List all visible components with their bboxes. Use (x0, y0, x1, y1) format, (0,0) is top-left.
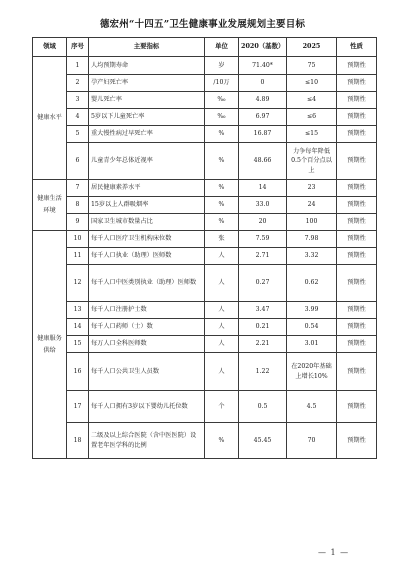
indicator-cell: 国家卫生城市数量占比 (89, 214, 205, 231)
indicator-cell: 15岁以上人群吸烟率 (89, 197, 205, 214)
target-2025-cell: 70 (287, 423, 337, 459)
base-2020-cell: 2.21 (239, 336, 287, 353)
header-no: 序号 (67, 38, 89, 57)
row-number-cell: 6 (67, 143, 89, 180)
unit-cell: % (205, 126, 239, 143)
nature-cell: 预期性 (337, 214, 377, 231)
base-2020-cell: 0.27 (239, 265, 287, 302)
unit-cell: 人 (205, 336, 239, 353)
nature-cell: 预期性 (337, 231, 377, 248)
base-2020-cell: 48.66 (239, 143, 287, 180)
header-unit: 单位 (205, 38, 239, 57)
header-indicator: 主要指标 (89, 38, 205, 57)
unit-cell: % (205, 143, 239, 180)
base-2020-cell: 2.71 (239, 248, 287, 265)
base-2020-cell: 3.47 (239, 302, 287, 319)
row-number-cell: 8 (67, 197, 89, 214)
target-2025-cell: 100 (287, 214, 337, 231)
nature-cell: 预期性 (337, 109, 377, 126)
target-2025-cell: 7.98 (287, 231, 337, 248)
indicator-cell: 每千人口公共卫生人员数 (89, 353, 205, 391)
unit-cell: 人 (205, 248, 239, 265)
unit-cell: 岁 (205, 57, 239, 75)
unit-cell: /10万 (205, 75, 239, 92)
nature-cell: 预期性 (337, 319, 377, 336)
row-number-cell: 16 (67, 353, 89, 391)
nature-cell: 预期性 (337, 92, 377, 109)
table-row (33, 319, 377, 336)
indicator-cell: 人均预期寿命 (89, 57, 205, 75)
base-2020-cell: 0 (239, 75, 287, 92)
row-number-cell: 4 (67, 109, 89, 126)
nature-cell: 预期性 (337, 143, 377, 180)
indicator-cell: 重大慢性病过早死亡率 (89, 126, 205, 143)
unit-cell: ‰ (205, 109, 239, 126)
indicator-cell: 每万人口全科医师数 (89, 336, 205, 353)
base-2020-cell: 33.0 (239, 197, 287, 214)
table-row (33, 231, 377, 248)
row-number-cell: 15 (67, 336, 89, 353)
unit-cell: 张 (205, 231, 239, 248)
table-row (33, 126, 377, 143)
nature-cell: 预期性 (337, 197, 377, 214)
unit-cell: 个 (205, 391, 239, 423)
indicator-cell: 每千人口医疗卫生机构床位数 (89, 231, 205, 248)
table-row (33, 391, 377, 423)
target-2025-cell: ≤10 (287, 75, 337, 92)
base-2020-cell: 16.87 (239, 126, 287, 143)
row-number-cell: 7 (67, 180, 89, 197)
unit-cell: % (205, 214, 239, 231)
table-row (33, 423, 377, 459)
row-number-cell: 9 (67, 214, 89, 231)
indicator-cell: 婴儿死亡率 (89, 92, 205, 109)
base-2020-cell: 71.40* (239, 57, 287, 75)
unit-cell: % (205, 180, 239, 197)
target-2025-cell: ≤4 (287, 92, 337, 109)
domain-cell: 健康水平 (33, 57, 67, 180)
document-title: 德宏州“十四五”卫生健康事业发展规划主要目标 (99, 19, 306, 30)
row-number-cell: 1 (67, 57, 89, 75)
domain-cell: 健康生活环境 (33, 180, 67, 231)
target-2025-cell: 24 (287, 197, 337, 214)
target-2025-cell: 0.54 (287, 319, 337, 336)
indicator-cell: 每千人口执业（助理）医师数 (89, 248, 205, 265)
base-2020-cell: 1.22 (239, 353, 287, 391)
indicator-cell: 二级及以上综合医院（含中医医院）设置老年医学科的比例 (89, 423, 205, 459)
row-number-cell: 11 (67, 248, 89, 265)
indicator-cell: 每千人口中医类别执业（助理）医师数 (89, 265, 205, 302)
row-number-cell: 12 (67, 265, 89, 302)
base-2020-cell: 20 (239, 214, 287, 231)
row-number-cell: 13 (67, 302, 89, 319)
target-2025-cell: ≤6 (287, 109, 337, 126)
table-row (33, 248, 377, 265)
base-2020-cell: 14 (239, 180, 287, 197)
base-2020-cell: 7.59 (239, 231, 287, 248)
target-2025-cell: 3.01 (287, 336, 337, 353)
target-2025-cell: 力争每年降低0.5个百分点以上 (287, 143, 337, 180)
base-2020-cell: 4.89 (239, 92, 287, 109)
indicator-cell: 每千人口药师（士）数 (89, 319, 205, 336)
row-number-cell: 14 (67, 319, 89, 336)
target-2025-cell: 75 (287, 57, 337, 75)
target-2025-cell: 3.99 (287, 302, 337, 319)
table-row (33, 57, 377, 75)
row-number-cell: 10 (67, 231, 89, 248)
unit-cell: 人 (205, 265, 239, 302)
header-base-2020: 2020（基数） (239, 38, 287, 57)
table-body (33, 57, 377, 459)
indicator-cell: 孕产妇死亡率 (89, 75, 205, 92)
table-row (33, 302, 377, 319)
header-nature: 性质 (337, 38, 377, 57)
row-number-cell: 17 (67, 391, 89, 423)
nature-cell: 预期性 (337, 391, 377, 423)
base-2020-cell: 45.45 (239, 423, 287, 459)
indicator-cell: 儿童青少年总体近视率 (89, 143, 205, 180)
table-row (33, 214, 377, 231)
row-number-cell: 3 (67, 92, 89, 109)
table-row (33, 92, 377, 109)
target-2025-cell: 在2020年基础上增长10% (287, 353, 337, 391)
nature-cell: 预期性 (337, 248, 377, 265)
table-row (33, 336, 377, 353)
nature-cell: 预期性 (337, 336, 377, 353)
indicator-cell: 居民健康素养水平 (89, 180, 205, 197)
unit-cell: 人 (205, 319, 239, 336)
table-row (33, 197, 377, 214)
target-2025-cell: 4.5 (287, 391, 337, 423)
targets-table (32, 37, 377, 459)
target-2025-cell: 0.62 (287, 265, 337, 302)
nature-cell: 预期性 (337, 57, 377, 75)
target-2025-cell: ≤15 (287, 126, 337, 143)
table-row (33, 180, 377, 197)
row-number-cell: 2 (67, 75, 89, 92)
nature-cell: 预期性 (337, 423, 377, 459)
table-row (33, 353, 377, 391)
nature-cell: 预期性 (337, 126, 377, 143)
unit-cell: 人 (205, 353, 239, 391)
nature-cell: 预期性 (337, 265, 377, 302)
table-row (33, 143, 377, 180)
table-row (33, 75, 377, 92)
header-domain: 领域 (33, 38, 67, 57)
page-number: — 1 — (318, 548, 350, 557)
nature-cell: 预期性 (337, 353, 377, 391)
header-target-2025: 2025 (287, 38, 337, 57)
row-number-cell: 18 (67, 423, 89, 459)
table-row (33, 109, 377, 126)
indicator-cell: 每千人口注册护士数 (89, 302, 205, 319)
indicator-cell: 每千人口拥有3岁以下婴幼儿托位数 (89, 391, 205, 423)
target-2025-cell: 3.32 (287, 248, 337, 265)
domain-cell: 健康服务供给 (33, 231, 67, 459)
unit-cell: ‰ (205, 92, 239, 109)
table-row (33, 265, 377, 302)
nature-cell: 预期性 (337, 302, 377, 319)
base-2020-cell: 0.5 (239, 391, 287, 423)
table-header (33, 38, 377, 57)
base-2020-cell: 6.97 (239, 109, 287, 126)
nature-cell: 预期性 (337, 180, 377, 197)
target-2025-cell: 23 (287, 180, 337, 197)
unit-cell: 人 (205, 302, 239, 319)
base-2020-cell: 0.21 (239, 319, 287, 336)
nature-cell: 预期性 (337, 75, 377, 92)
row-number-cell: 5 (67, 126, 89, 143)
indicator-cell: 5岁以下儿童死亡率 (89, 109, 205, 126)
unit-cell: % (205, 197, 239, 214)
unit-cell: % (205, 423, 239, 459)
